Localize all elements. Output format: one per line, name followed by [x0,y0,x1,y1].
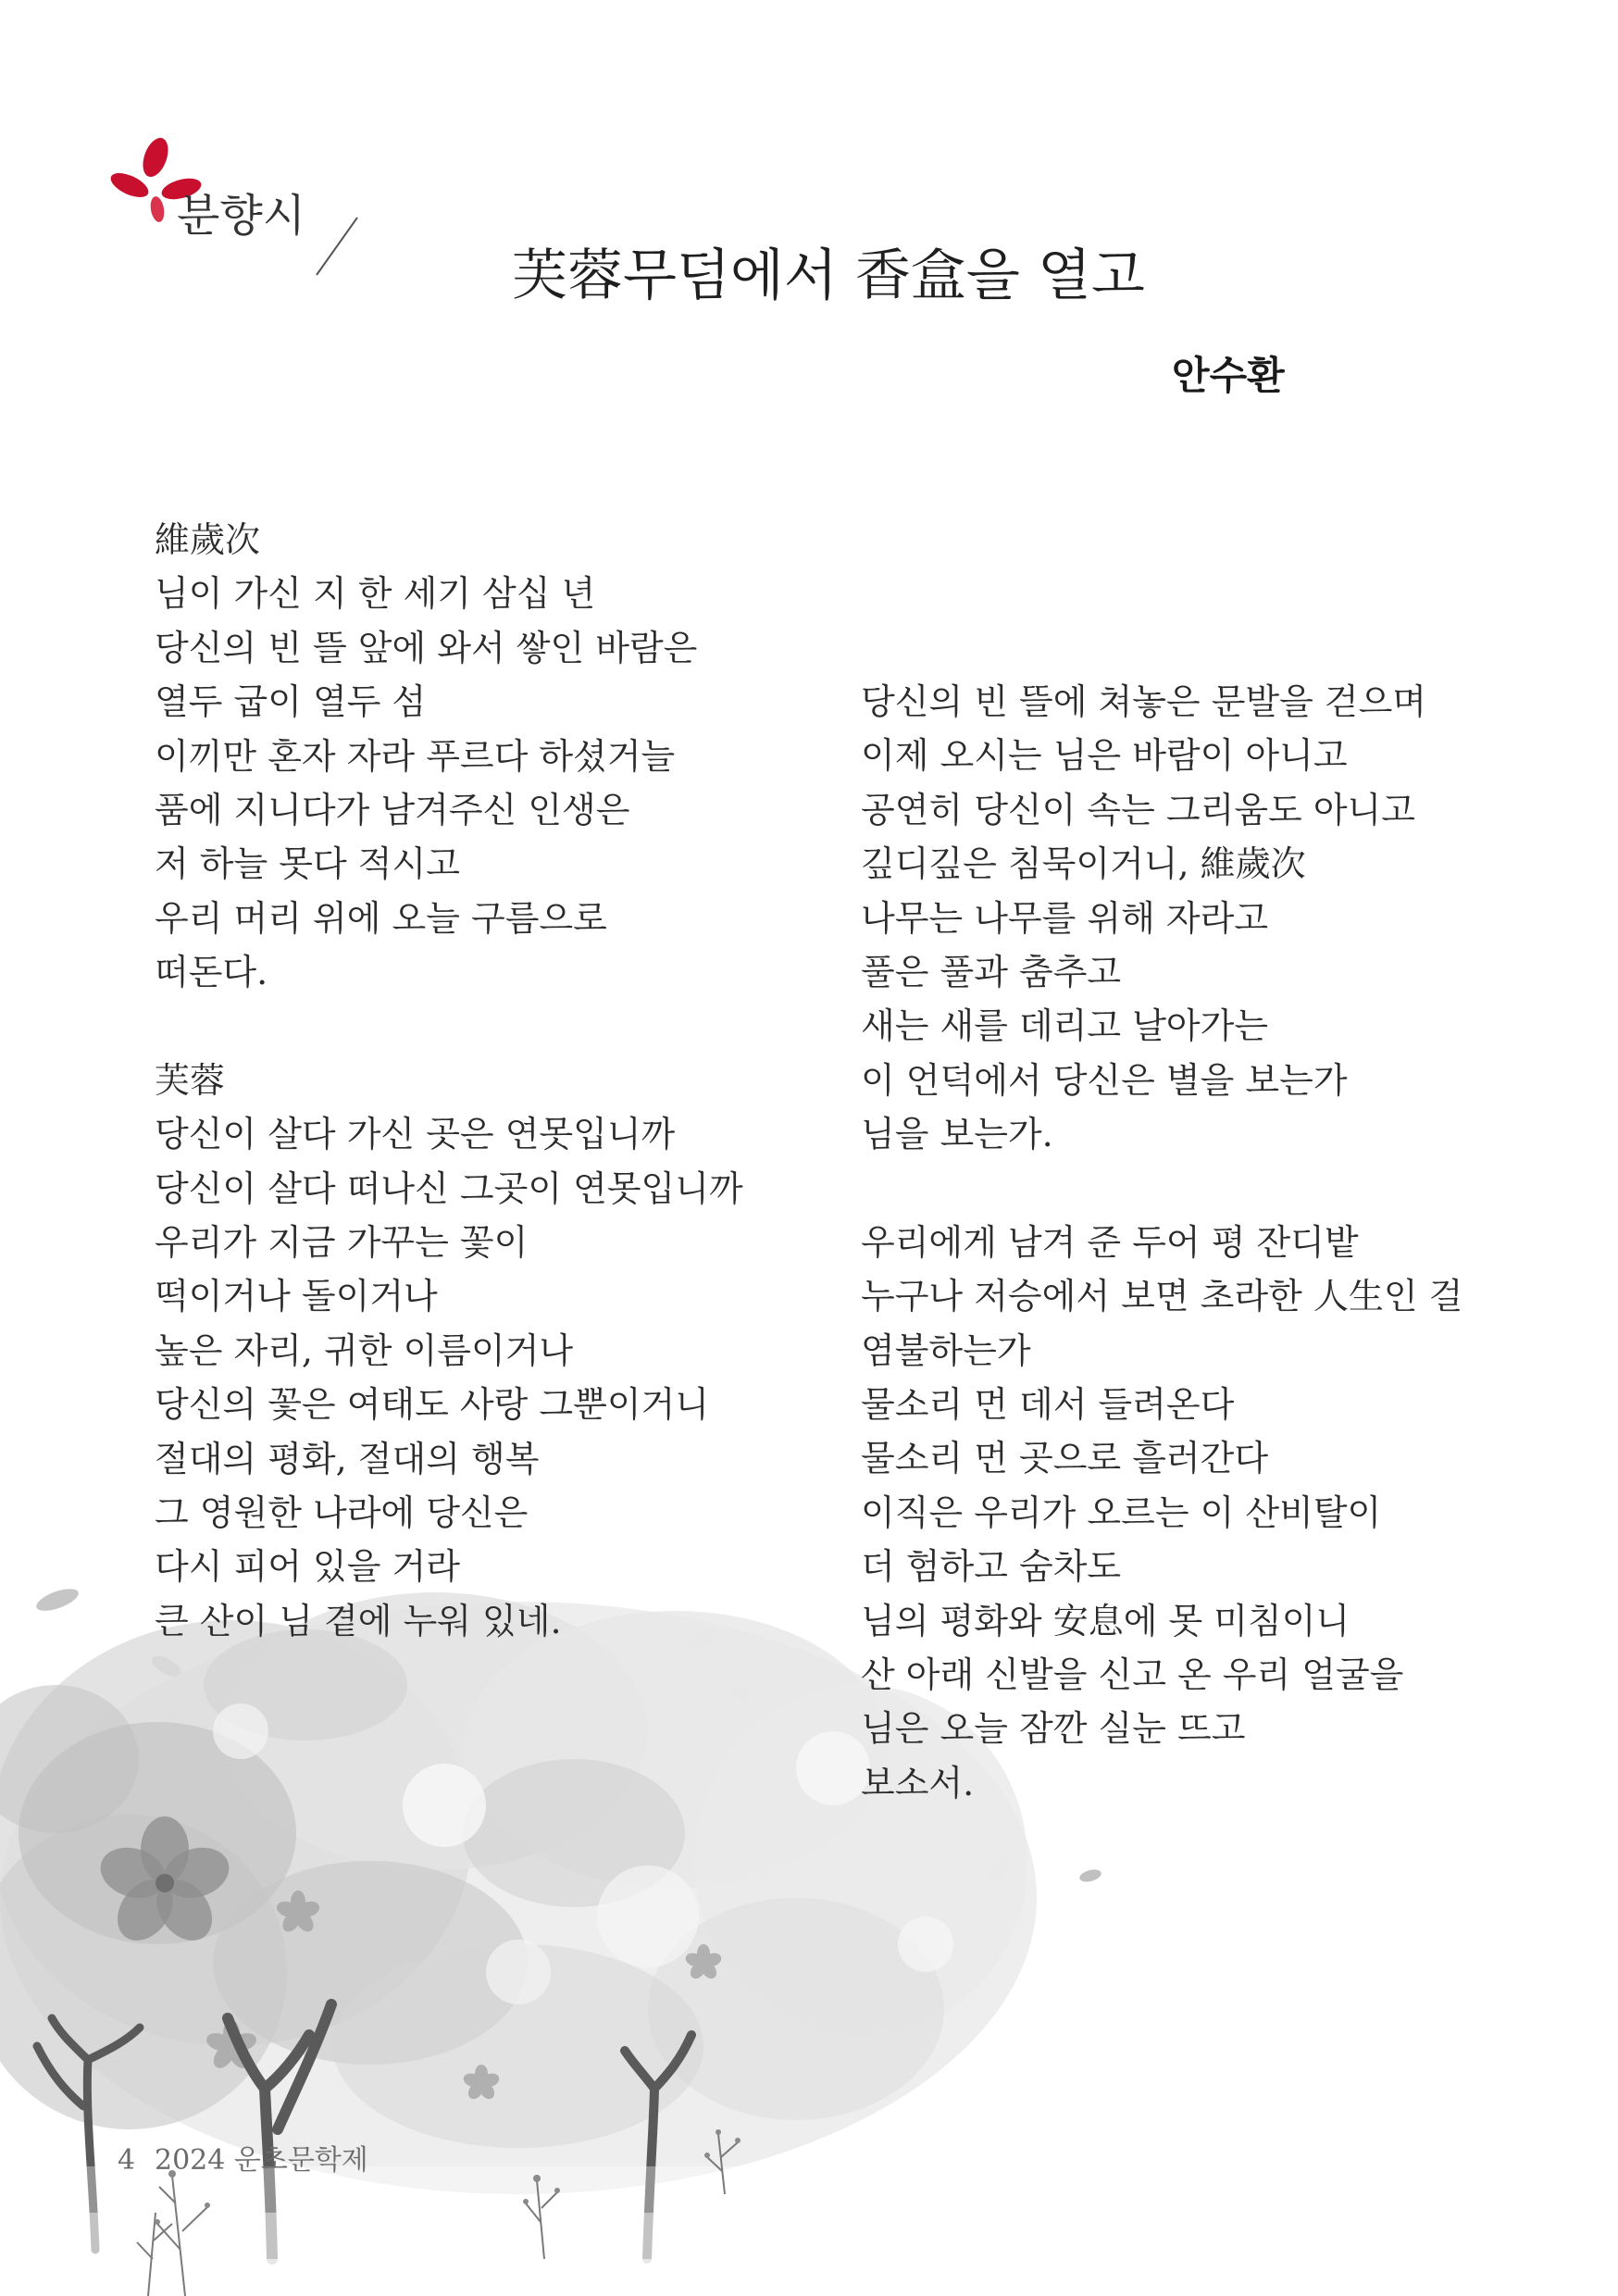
poem-left-column [155,513,743,1648]
poem-line: 維歲次 [155,519,261,560]
poem-line: 다시 피어 있을 거라 [155,1546,460,1588]
bottom-fade [0,2166,1111,2296]
poem-line: 당신이 살다 가신 곳은 연못입니까 [155,1114,676,1155]
poem-line: 님을 보는가. [861,1114,1053,1155]
poem-line: 물소리 먼 데서 들려온다 [861,1384,1235,1426]
poem-line: 풀은 풀과 춤추고 [861,951,1122,992]
poem-line: 그 영원한 나라에 당신은 [155,1492,529,1534]
slash-divider [305,208,370,287]
poem-line: 당신의 꽃은 여태도 사랑 그뿐이거니 [155,1384,709,1426]
poem-line: 보소서. [861,1762,975,1803]
poem-line: 산 아래 신발을 신고 온 우리 얼굴을 [861,1654,1404,1696]
poem-line: 떡이거나 돌이거나 [155,1276,438,1317]
poem-line: 당신의 빈 뜰 앞에 와서 쌓인 바람은 [155,627,698,668]
poem-line: 님은 오늘 잠깐 실눈 뜨고 [861,1708,1246,1750]
page-number: 4 [118,2144,136,2177]
publication-name: 2024 운초문학제 [155,2144,368,2177]
poem-line: 나무는 나무를 위해 자라고 [861,897,1269,939]
stanza [155,513,743,1000]
poem-line: 물소리 먼 곳으로 흘러간다 [861,1438,1269,1479]
poem-line: 이끼만 혼자 자라 푸르다 하셨거늘 [155,735,676,777]
poem-line: 님이 가신 지 한 세기 삼십 년 [155,573,596,615]
poem-line: 높은 자리, 귀한 이름이거나 [155,1329,574,1371]
poem-title: 芙蓉무덤에서 香盒을 열고 [512,243,1145,308]
stanza [861,1216,1462,1810]
poem-line: 열두 굽이 열두 섬 [155,681,427,723]
stanza [861,675,1462,1162]
poem-line: 저 하늘 못다 적시고 [155,843,460,885]
poem-line: 님의 평화와 安息에 못 미침이니 [861,1600,1350,1641]
poem-line: 우리에게 남겨 준 두어 평 잔디밭 [861,1221,1359,1263]
poem-right-column [861,675,1462,1810]
poem-line: 우리가 지금 가꾸는 꽃이 [155,1222,529,1264]
poem-line: 염불하는가 [861,1329,1031,1371]
poem-line: 이직은 우리가 오르는 이 산비탈이 [861,1491,1382,1533]
poem-line: 우리 머리 위에 오늘 구름으로 [155,897,607,939]
poem-line: 절대의 평화, 절대의 행복 [155,1438,540,1479]
poem-line: 당신이 살다 떠나신 그곳이 연못입니까 [155,1167,743,1209]
poem-line: 떠돈다. [155,952,268,993]
poem-line: 큰 산이 님 곁에 누워 있네. [155,1600,562,1641]
section-label: 분향시 [177,190,306,242]
poem-line: 이제 오시는 님은 바람이 아니고 [861,735,1348,777]
poem-line: 당신의 빈 뜰에 쳐놓은 문발을 걷으며 [861,681,1427,722]
poem-line: 이 언덕에서 당신은 별을 보는가 [861,1059,1348,1101]
poem-line: 새는 새를 데리고 날아가는 [861,1005,1269,1047]
poem-line: 품에 지니다가 남겨주신 인생은 [155,789,630,830]
poem-line: 더 험하고 숨차도 [861,1546,1122,1588]
poem-line: 깊디깊은 침묵이거니, 維歲次 [861,843,1306,885]
poem-line: 누구나 저승에서 보면 초라한 人生인 걸 [861,1276,1463,1317]
stanza [155,1054,743,1648]
poem-line: 芙蓉 [155,1059,226,1101]
poem-line: 공연히 당신이 속는 그리움도 아니고 [861,789,1415,830]
author-name: 안수환 [1172,353,1285,398]
